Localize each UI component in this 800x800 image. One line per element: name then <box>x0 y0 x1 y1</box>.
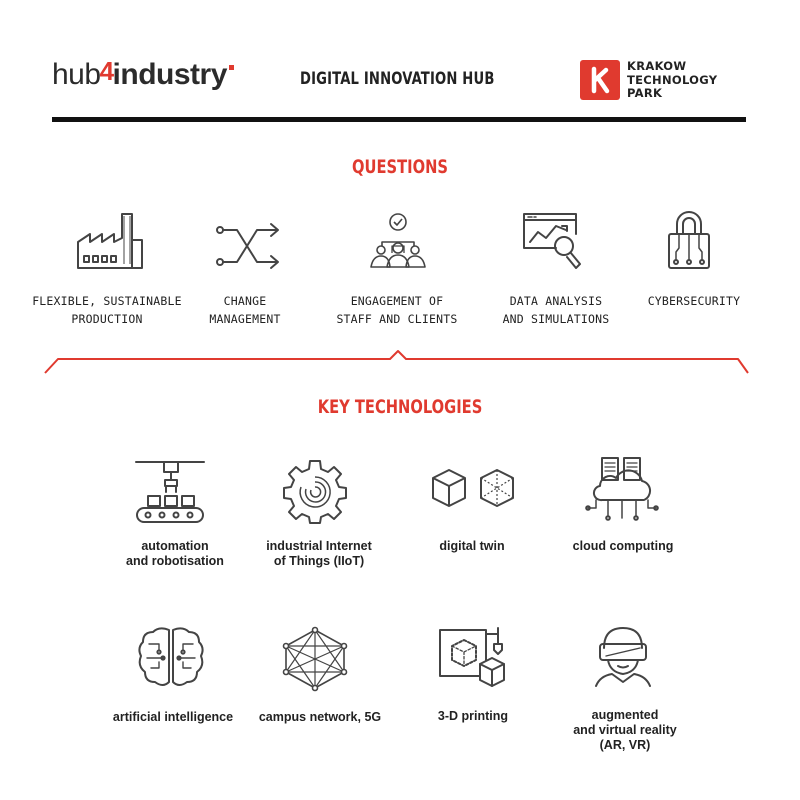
question-label: DATA ANALYSIS AND SIMULATIONS <box>502 294 610 326</box>
technology-label: digital twin <box>439 539 505 553</box>
header-divider <box>52 117 746 122</box>
question-label: FLEXIBLE, SUSTAINABLE PRODUCTION <box>32 294 182 326</box>
twin-cubes-icon <box>431 468 517 510</box>
cloud-server-icon <box>586 456 658 522</box>
technology-label: artificial intelligence <box>112 710 234 724</box>
shuffle-arrows-icon <box>215 222 285 270</box>
bracket-divider <box>44 347 750 375</box>
questions-heading: QUESTIONS <box>352 156 448 178</box>
partner-name: KRAKOW TECHNOLOGY PARK <box>627 59 718 100</box>
page-title: DIGITAL INNOVATION HUB <box>300 69 495 89</box>
technology-label: cloud computing <box>572 539 674 553</box>
brain-circuit-icon <box>137 626 205 688</box>
question-label: CYBERSECURITY <box>647 294 741 308</box>
factory-icon <box>76 210 146 270</box>
padlock-circuit-icon <box>666 210 712 272</box>
question-label: CHANGE MANAGEMENT <box>209 294 281 326</box>
network-mesh-icon <box>282 628 348 690</box>
robot-conveyor-icon <box>134 458 206 524</box>
technologies-heading: KEY TECHNOLOGIES <box>317 396 483 418</box>
technology-label: campus network, 5G <box>258 710 382 724</box>
technology-label: augmented and virtual reality (AR, VR) <box>573 708 677 752</box>
technology-label: automation and robotisation <box>126 539 224 568</box>
technology-label: 3-D printing <box>437 709 509 723</box>
vr-headset-icon <box>594 624 652 688</box>
printer-cube-icon <box>438 624 508 690</box>
technology-label: industrial Internet of Things (IIoT) <box>266 539 372 568</box>
question-label: ENGAGEMENT OF STAFF AND CLIENTS <box>336 294 458 326</box>
krakow-technology-park-logo-icon <box>580 60 620 100</box>
hub4industry-logo: hub4industry <box>52 58 234 92</box>
team-icon <box>368 212 428 272</box>
gear-icon <box>282 459 348 525</box>
chart-magnifier-icon <box>522 212 584 274</box>
